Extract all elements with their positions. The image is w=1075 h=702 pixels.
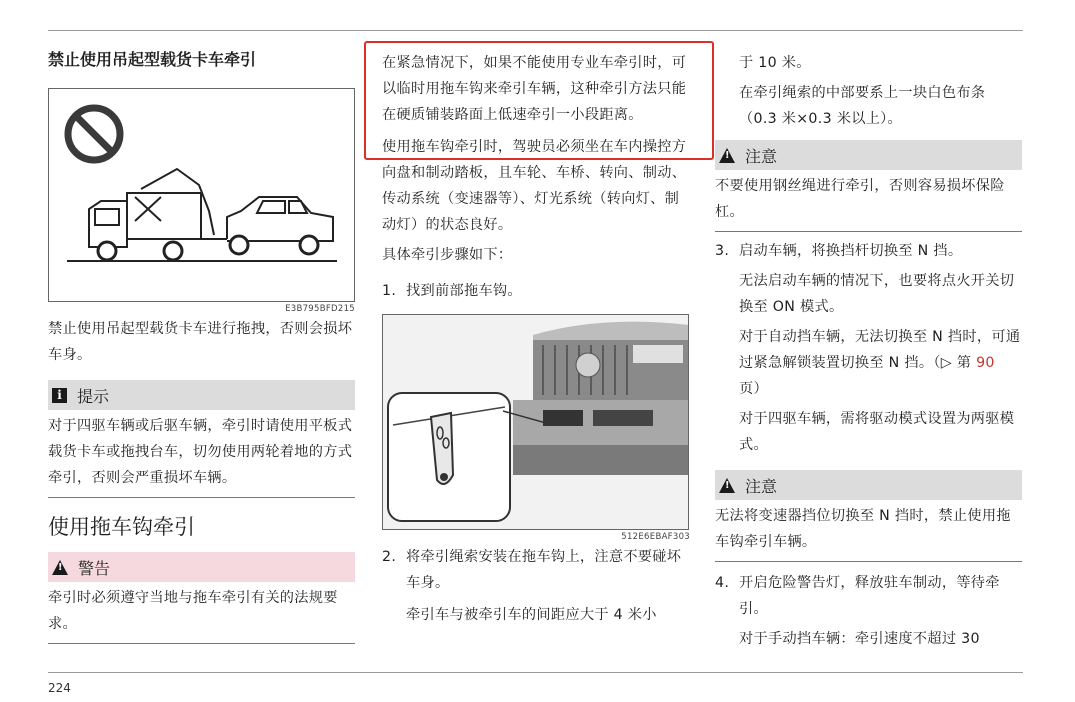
step-2 xyxy=(382,544,690,596)
tow-hook-drawing xyxy=(383,315,689,529)
caution-bar xyxy=(715,140,1022,170)
info-icon: i xyxy=(52,388,67,403)
top-rule xyxy=(48,30,1023,31)
step-4-note: 对于手动挡车辆：牵引速度不超过 30 xyxy=(739,631,980,647)
step-number: 2. xyxy=(382,549,397,565)
tow-truck-drawing xyxy=(49,89,354,301)
caution-bar xyxy=(715,470,1022,500)
caution-label: 注意 xyxy=(745,146,778,166)
divider xyxy=(48,497,355,498)
step-text: 将牵引绳索安装在拖车钩上，注意不要碰坏车身。 xyxy=(406,549,682,591)
note-text: 对于自动挡车辆，无法切换至 N 挡时，可通过紧急解锁装置切换至 N 挡。（▷ 第 xyxy=(739,329,1021,371)
alert-paragraph: 牵引时必须遵守当地与拖车牵引有关的法规要求。 xyxy=(48,590,338,632)
step-text: 开启危险警告灯，释放驻车制动，等待牵引。 xyxy=(739,575,1000,617)
step-text: 找到前部拖车钩。 xyxy=(406,283,522,299)
caution-paragraph: 不要使用钢丝绳进行牵引，否则容易损坏保险杠。 xyxy=(715,178,1005,220)
section-heading: 禁止使用吊起型载货卡车牵引 xyxy=(48,50,257,69)
caution-label: 注意 xyxy=(745,476,778,496)
column-left xyxy=(48,40,355,644)
column-middle xyxy=(382,50,690,628)
caution-paragraph: 无法将变速器挡位切换至 N 挡时，禁止使用拖车钩牵引车辆。 xyxy=(715,508,1011,550)
alert-bar xyxy=(48,552,355,582)
warning-paragraph: 禁止使用吊起型载货卡车进行拖拽，否则会损坏车身。 xyxy=(48,321,353,363)
figure-code: 512E6EBAF303 xyxy=(621,532,690,542)
step-2-note: 牵引车与被牵引车的间距应大于 4 米小 xyxy=(406,607,657,623)
divider xyxy=(715,231,1022,232)
bottom-rule xyxy=(48,672,1023,673)
tow-truck-illustration xyxy=(48,88,355,302)
step-number: 1. xyxy=(382,283,397,299)
tip-paragraph: 对于四驱车辆或后驱车辆，牵引时请使用平板式载货卡车或拖拽台车，切勿使用两轮着地的方式牵引，否则会严重损坏车辆。 xyxy=(48,418,353,486)
steps-intro: 具体牵引步骤如下： xyxy=(382,247,513,263)
column-right xyxy=(715,50,1022,652)
warning-triangle-icon xyxy=(719,478,735,493)
divider xyxy=(715,561,1022,562)
step-number: 3. xyxy=(715,243,730,259)
tip-bar xyxy=(48,380,355,410)
note-text: 页） xyxy=(739,381,768,397)
tip-label: 提示 xyxy=(77,386,110,406)
figure-code: E3B795BFD215 xyxy=(285,304,355,314)
prohibited-icon xyxy=(68,108,120,160)
warning-triangle-icon xyxy=(52,560,68,575)
step-3 xyxy=(715,238,1022,264)
divider xyxy=(48,643,355,644)
step-3-note-auto xyxy=(715,324,1022,402)
highlighted-paragraph: 在紧急情况下，如果不能使用专业车牵引时，可以临时用拖车钩来牵引车辆，这种牵引方法只能在硬质铺装路面上低速牵引一小段距离。 xyxy=(382,55,687,123)
tow-hook-photo xyxy=(382,314,689,530)
alert-label: 警告 xyxy=(78,558,111,578)
continued-line: 于 10 米。 xyxy=(739,55,811,71)
page-link[interactable]: 90 xyxy=(976,355,995,371)
section-title: 使用拖车钩牵引 xyxy=(48,515,195,539)
step-4 xyxy=(715,570,1022,622)
cloth-note: 在牵引绳索的中部要系上一块白色布条（0.3 米×0.3 米以上）。 xyxy=(739,85,986,127)
page-number: 224 xyxy=(48,681,71,695)
step-1 xyxy=(382,278,690,304)
step-3-note-ignition: 无法启动车辆的情况下，也要将点火开关切换至 ON 模式。 xyxy=(739,273,1015,315)
step-text: 启动车辆，将换挡杆切换至 N 挡。 xyxy=(739,243,963,259)
step-3-note-4wd: 对于四驱车辆，需将驱动模式设置为两驱模式。 xyxy=(739,411,1015,453)
step-number: 4. xyxy=(715,575,730,591)
body-paragraph: 使用拖车钩牵引时，驾驶员必须坐在车内操控方向盘和制动踏板，且车轮、车桥、转向、制动、传动系统（变速器等）、灯光系统（转向灯、制动灯）的状态良好。 xyxy=(382,139,687,233)
warning-triangle-icon xyxy=(719,148,735,163)
